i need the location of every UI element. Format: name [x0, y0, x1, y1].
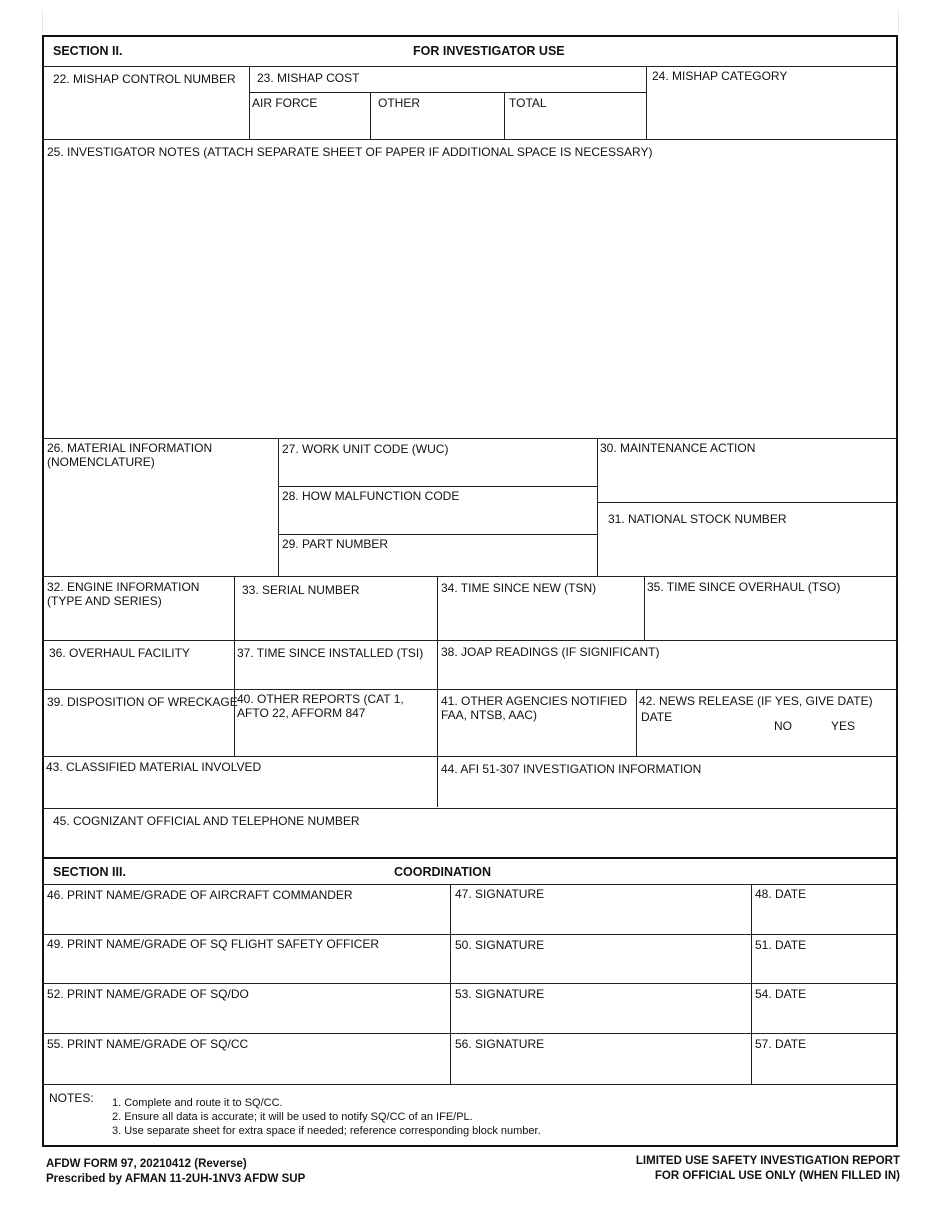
overhaul-facility-field[interactable]: [43, 662, 233, 689]
field-25-label: 25. INVESTIGATOR NOTES (ATTACH SEPARATE SHEET OF PAPER IF ADDITIONAL SPACE IS NECESSARY): [47, 145, 653, 159]
aircraft-commander-date-field[interactable]: [752, 903, 897, 934]
field-27-label: 27. WORK UNIT CODE (WUC): [282, 442, 449, 456]
classified-material-field[interactable]: [43, 776, 436, 807]
field-42-date-label: DATE: [641, 710, 673, 724]
report-title: LIMITED USE SAFETY INVESTIGATION REPORT: [635, 1155, 900, 1167]
flight-safety-officer-signature-field[interactable]: [451, 954, 750, 983]
maintenance-action-field[interactable]: [598, 457, 897, 501]
aircraft-commander-name-field[interactable]: [43, 904, 449, 934]
field-39-label: 39. DISPOSITION OF WRECKAGE: [47, 695, 238, 709]
sq-do-name-field[interactable]: [43, 1003, 449, 1033]
field-46-label: 46. PRINT NAME/GRADE OF AIRCRAFT COMMANDER: [47, 888, 353, 902]
part-number-field[interactable]: [279, 553, 596, 575]
form-id: AFDW FORM 97, 20210412 (Reverse): [46, 1158, 247, 1170]
mishap-cost-air-force-field[interactable]: [250, 110, 369, 138]
other-reports-field[interactable]: [235, 722, 436, 755]
field-57-label: 57. DATE: [755, 1037, 807, 1051]
sq-do-date-field[interactable]: [752, 1003, 897, 1033]
sq-do-signature-field[interactable]: [451, 1003, 750, 1033]
section-2-title: SECTION II.: [53, 44, 123, 58]
mishap-cost-total-field[interactable]: [505, 110, 645, 138]
field-23-other-label: OTHER: [378, 96, 420, 110]
mishap-category-field[interactable]: [647, 86, 897, 138]
field-41-label-line1: 41. OTHER AGENCIES NOTIFIED: [441, 694, 628, 708]
field-29-label: 29. PART NUMBER: [282, 537, 389, 551]
cognizant-official-field[interactable]: [43, 830, 897, 856]
flight-safety-officer-date-field[interactable]: [752, 954, 897, 983]
material-information-field[interactable]: [43, 472, 277, 575]
field-30-label: 30. MAINTENANCE ACTION: [600, 441, 756, 455]
field-41-label-line2: FAA, NTSB, AAC): [441, 708, 538, 722]
fouo-notice: FOR OFFICIAL USE ONLY (WHEN FILLED IN): [654, 1170, 900, 1182]
work-unit-code-field[interactable]: [279, 458, 596, 485]
field-48-label: 48. DATE: [755, 887, 807, 901]
mishap-control-number-field[interactable]: [43, 88, 248, 138]
field-26-label-line2: (NOMENCLATURE): [47, 455, 155, 469]
time-since-overhaul-field[interactable]: [645, 597, 897, 640]
field-53-label: 53. SIGNATURE: [455, 987, 545, 1001]
field-51-label: 51. DATE: [755, 938, 807, 952]
note-3: 3. Use separate sheet for extra space if needed; reference corresponding block number.: [112, 1125, 541, 1137]
investigator-notes-field[interactable]: [43, 162, 897, 436]
field-52-label: 52. PRINT NAME/GRADE OF SQ/DO: [47, 987, 249, 1001]
field-28-label: 28. HOW MALFUNCTION CODE: [282, 489, 460, 503]
investigation-information-field[interactable]: [438, 778, 897, 807]
field-37-label: 37. TIME SINCE INSTALLED (TSI): [237, 646, 424, 660]
notes-label: NOTES:: [49, 1091, 94, 1105]
sq-cc-date-field[interactable]: [752, 1053, 897, 1083]
field-42-label: 42. NEWS RELEASE (IF YES, GIVE DATE): [639, 694, 873, 708]
field-31-label: 31. NATIONAL STOCK NUMBER: [608, 512, 787, 526]
field-38-label: 38. JOAP READINGS (IF SIGNIFICANT): [441, 645, 660, 659]
time-since-new-field[interactable]: [438, 597, 643, 640]
field-44-label: 44. AFI 51-307 INVESTIGATION INFORMATION: [441, 762, 702, 776]
time-since-installed-field[interactable]: [235, 662, 436, 689]
field-32-label-line2: (TYPE AND SERIES): [47, 594, 162, 608]
news-release-date-field[interactable]: [640, 726, 760, 754]
news-release-no-option[interactable]: NO: [774, 719, 792, 733]
prescribed-by: Prescribed by AFMAN 11-2UH-1NV3 AFDW SUP: [46, 1173, 306, 1185]
other-agencies-notified-field[interactable]: [438, 724, 635, 755]
field-45-label: 45. COGNIZANT OFFICIAL AND TELEPHONE NUMBER: [53, 814, 360, 828]
field-56-label: 56. SIGNATURE: [455, 1037, 545, 1051]
field-40-label-line1: 40. OTHER REPORTS (CAT 1,: [237, 692, 404, 706]
how-malfunction-code-field[interactable]: [279, 505, 596, 533]
note-1: 1. Complete and route it to SQ/CC.: [112, 1097, 283, 1109]
mishap-cost-other-field[interactable]: [371, 110, 503, 138]
note-2: 2. Ensure all data is accurate; it will be used to notify SQ/CC of an IFE/PL.: [112, 1111, 473, 1123]
field-35-label: 35. TIME SINCE OVERHAUL (TSO): [647, 580, 841, 594]
field-55-label: 55. PRINT NAME/GRADE OF SQ/CC: [47, 1037, 249, 1051]
field-54-label: 54. DATE: [755, 987, 807, 1001]
field-40-label-line2: AFTO 22, AFFORM 847: [237, 706, 366, 720]
field-49-label: 49. PRINT NAME/GRADE OF SQ FLIGHT SAFETY OFFICER: [47, 937, 380, 951]
aircraft-commander-signature-field[interactable]: [451, 903, 750, 934]
field-23-air-force-label: AIR FORCE: [252, 96, 318, 110]
engine-information-field[interactable]: [43, 610, 233, 640]
sq-cc-name-field[interactable]: [43, 1053, 449, 1083]
field-23-label: 23. MISHAP COST: [257, 71, 360, 85]
field-43-label: 43. CLASSIFIED MATERIAL INVOLVED: [46, 760, 262, 774]
field-23-total-label: TOTAL: [509, 96, 547, 110]
joap-readings-field[interactable]: [438, 661, 897, 689]
field-26-label-line1: 26. MATERIAL INFORMATION: [47, 441, 213, 455]
field-47-label: 47. SIGNATURE: [455, 887, 545, 901]
sq-cc-signature-field[interactable]: [451, 1053, 750, 1083]
field-34-label: 34. TIME SINCE NEW (TSN): [441, 581, 597, 595]
field-22-label: 22. MISHAP CONTROL NUMBER: [53, 72, 236, 86]
flight-safety-officer-name-field[interactable]: [43, 953, 449, 983]
serial-number-field[interactable]: [235, 600, 436, 640]
disposition-of-wreckage-field[interactable]: [43, 711, 233, 755]
news-release-yes-option[interactable]: YES: [831, 719, 856, 733]
field-32-label-line1: 32. ENGINE INFORMATION: [47, 580, 200, 594]
section-3-heading: COORDINATION: [394, 865, 491, 879]
field-33-label: 33. SERIAL NUMBER: [242, 583, 360, 597]
section-2-heading: FOR INVESTIGATOR USE: [413, 44, 565, 58]
field-24-label: 24. MISHAP CATEGORY: [652, 69, 788, 83]
field-50-label: 50. SIGNATURE: [455, 938, 545, 952]
national-stock-number-field[interactable]: [598, 528, 897, 575]
section-3-title: SECTION III.: [53, 865, 126, 879]
field-36-label: 36. OVERHAUL FACILITY: [49, 646, 190, 660]
